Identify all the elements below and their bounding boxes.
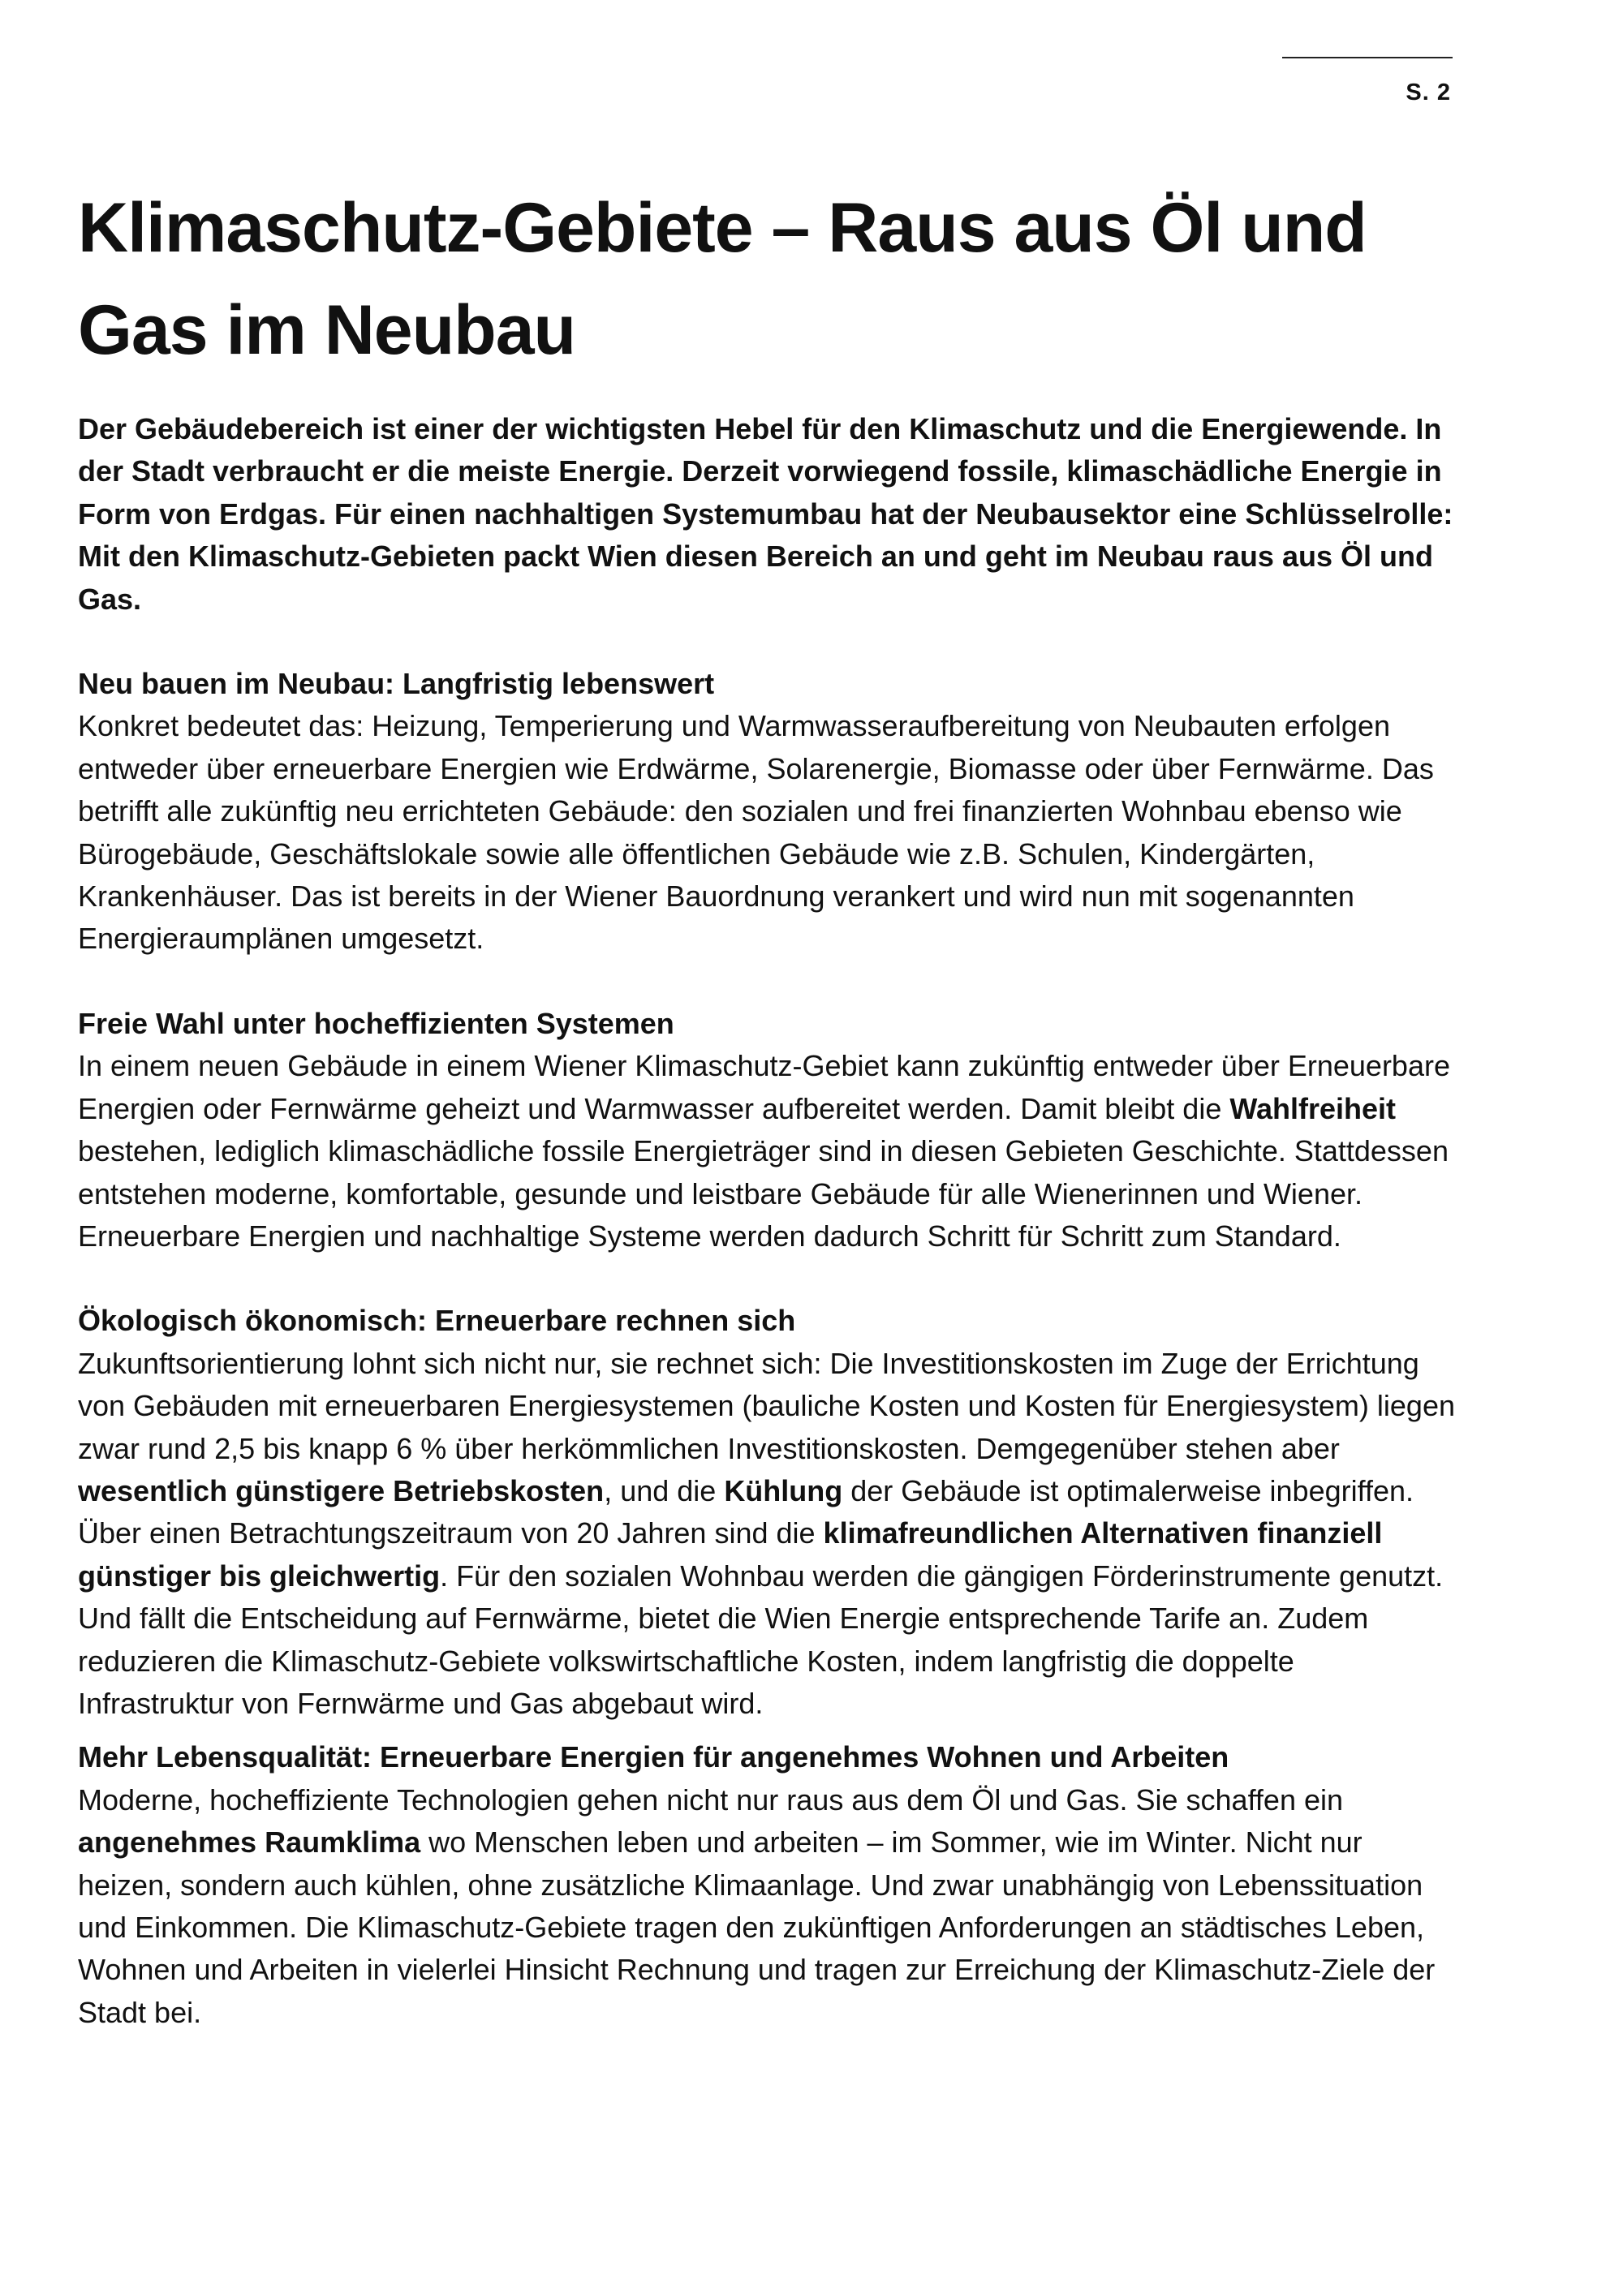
emphasis-text: Kühlung [724,1473,843,1507]
lead-paragraph: Der Gebäudebereich ist einer der wichtigsten Hebel für den Klimaschutz und die Energiewende. In der Stadt verbraucht er die meiste Energie. Derzeit vorwiegend fossile, klimaschädliche Energie in Form von Erdgas. Für einen nachhaltigen Systemumbau hat der Neubausektor eine Schlüsselrolle: Mit den Klimaschutz-Gebieten packt Wien diesen Bereich an und geht im Neubau raus aus Öl und Gas. [78,412,1453,616]
section-text [78,1779,1457,2034]
header-rule [1282,57,1453,58]
article-body [78,408,1457,2076]
text-run: Zukunftsorientierung lohnt sich nicht nur, sie rechnet sich: Die Investitionskosten im Zuge der Errichtung von Gebäuden mit erneuerbaren Energiesystemen (bauliche Kosten und Kosten für Energiesystem) liegen zwar rund 2,5 bis knapp 6 % über herkömmlichen Investitionskosten. Demgegenüber stehen aber [78,1346,1455,1465]
section-heading: Freie Wahl unter hocheffizienten Systemen [78,1006,674,1040]
section-oekologisch [78,1300,1457,1725]
text-run: wo Menschen leben und arbeiten – im Sommer, wie im Winter. Nicht nur heizen, sondern auch kühlen, ohne zusätzliche Klimaanlage. Und zwar unabhängig von Lebenssituation und Einkommen. Die Klimaschutz-Gebiete tragen den zukünftigen Anforderungen an städtisches Leben, Wohnen und Arbeiten in vielerlei Hinsicht Rechnung und tragen zur Erreichung der Klimaschutz-Ziele der Stadt bei. [78,1825,1436,2029]
text-run: In einem neuen Gebäude in einem Wiener Klimaschutz-Gebiet kann zukünftig entweder über Erneuerbare Energien oder Fernwärme geheizt und Warmwasser aufbereitet werden. Damit bleibt die [78,1049,1450,1125]
text-run: bestehen, lediglich klimaschädliche fossile Energieträger sind in diesen Gebieten Geschichte. Stattdessen entstehen moderne, komfortable, gesunde und leistbare Gebäude für alle Wienerinnen und Wiener. Erneuerbare Energien und nachhaltige Systeme werden dadurch Schritt für Schritt zum Standard. [78,1134,1449,1253]
section-heading: Ökologisch ökonomisch: Erneuerbare rechnen sich [78,1304,796,1338]
text-run: , und die [604,1473,725,1507]
section-text [78,1343,1457,1726]
emphasis-text: Wahlfreiheit [1229,1091,1397,1125]
section-text: Konkret bedeutet das: Heizung, Temperierung und Warmwasseraufbereitung von Neubauten erfolgen entweder über erneuerbare Energien wie Erdwärme, Solarenergie, Biomasse oder über Fernwärme. Das betrifft alle zukünftig neu errichteten Gebäude: den sozialen und frei finanzierten Wohnbau ebenso wie Bürogebäude, Geschäftslokale sowie alle öffentlichen Gebäude wie z.B. Schulen, Kindergärten, Krankenhäuser. Das ist bereits in der Wiener Bauordnung verankert und wird nun mit sogenannten Energieraumplänen umgesetzt. [78,709,1434,956]
page-title: Klimaschutz-Gebiete – Raus aus Öl und Gas im Neubau [78,189,1367,369]
emphasis-text: klimafreundlichen Alternativen finanziell günstiger bis gleichwertig [78,1516,1383,1593]
text-run: der Gebäude ist optimalerweise inbegriffen. Über einen Betrachtungszeitraum von 20 Jahren sind die [78,1473,1414,1550]
section-lebensqualitaet [78,1736,1457,2034]
section-heading: Neu bauen im Neubau: Langfristig lebenswert [78,667,715,701]
text-run: Moderne, hocheffiziente Technologien gehen nicht nur raus aus dem Öl und Gas. Sie schaffen ein [78,1782,1344,1817]
section-freie-wahl [78,1003,1457,1258]
text-run: . Für den sozialen Wohnbau werden die gängigen Förderinstrumente genutzt. Und fällt die Entscheidung auf Fernwärme, bietet die Wien Energie entsprechende Tarife an. Zudem reduzieren die Klimaschutz-Gebiete volkswirtschaftliche Kosten, indem langfristig die doppelte Infrastruktur von Fernwärme und Gas abgebaut wird. [78,1559,1444,1720]
section-neu-bauen [78,663,1457,961]
emphasis-text: wesentlich günstigere Betriebskosten [78,1473,605,1507]
emphasis-text: angenehmes Raumklima [78,1825,421,1860]
page-number: S. 2 [1406,80,1451,105]
section-heading: Mehr Lebensqualität: Erneuerbare Energien für angenehmes Wohnen und Arbeiten [78,1740,1229,1774]
section-text [78,1045,1457,1258]
